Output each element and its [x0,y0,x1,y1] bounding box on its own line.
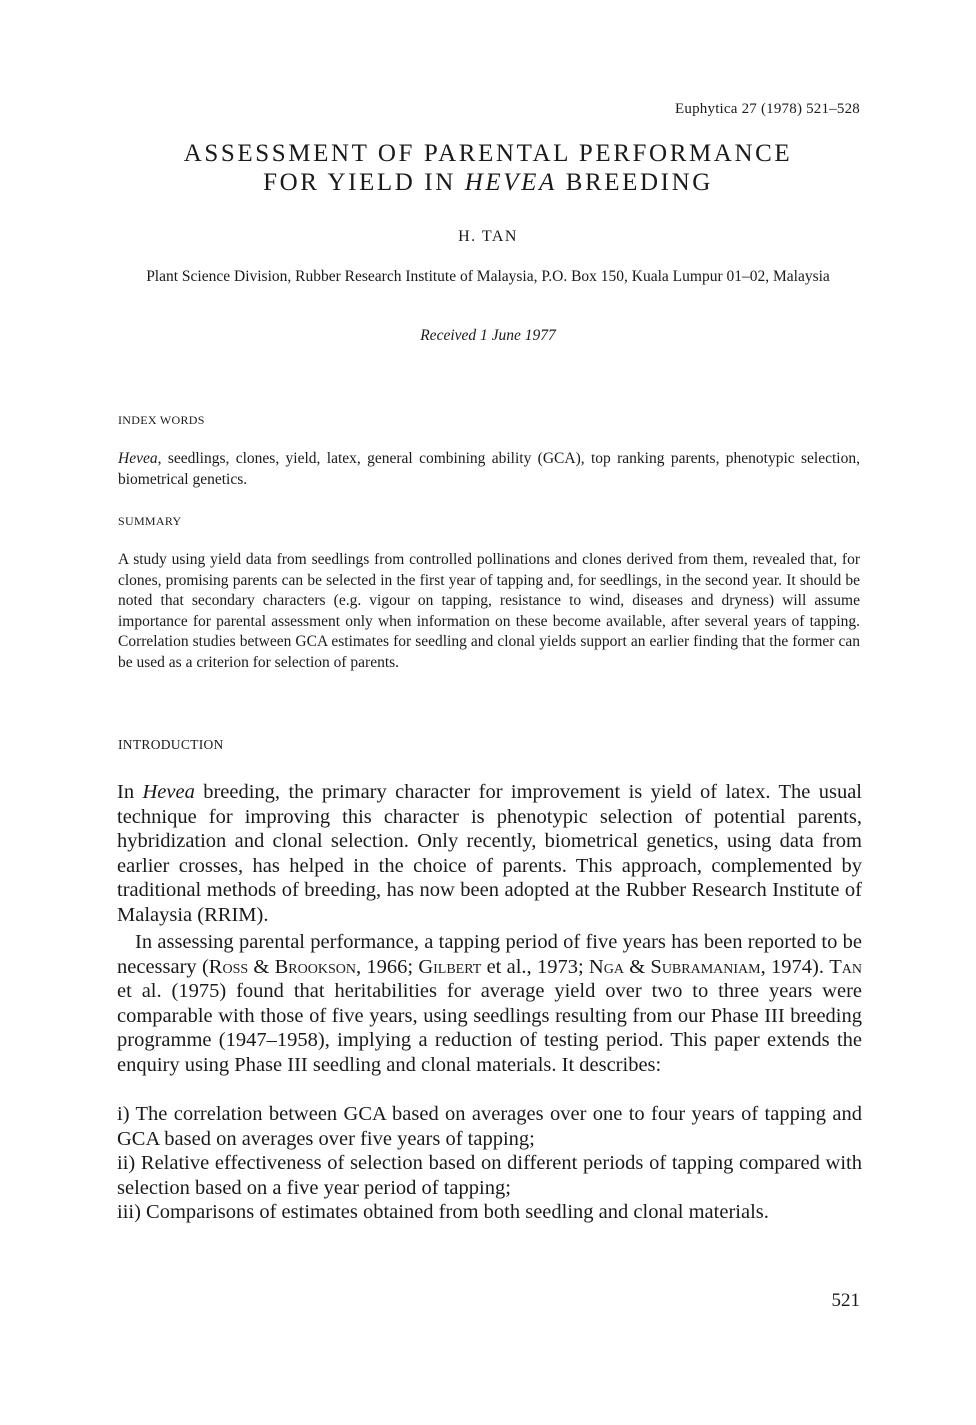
page-number: 521 [831,1290,860,1311]
index-words-genus: Hevea [118,450,158,467]
intro-p2-b: , 1966; [355,955,419,978]
list-item: ii) Relative effectiveness of selection based on different periods of tapping compared with selection based on a five year period of tapping; [117,1152,862,1199]
list-item: i) The correlation between GCA based on averages over one to four years of tapping and GCA based on averages over five years of tapping; [117,1103,862,1150]
intro-p2-c: et al., 1973; [481,955,589,978]
introduction-paragraph-1 [117,780,862,928]
author-name: H. TAN [458,228,518,245]
index-words-list: , seedlings, clones, yield, latex, general combining ability (GCA), top ranking parents, phenotypic selection, biometrical genetics. [118,450,860,488]
title-line-2-post: BREEDING [556,169,713,196]
title-line-2-pre: FOR YIELD IN [263,169,465,196]
intro-p1-genus: Hevea [142,781,195,803]
title-genus: HEVEA [464,169,557,196]
citation-ross-brookson: Ross & Brookson [208,955,356,978]
intro-p1-start: In [117,781,143,803]
summary-text: A study using yield data from seedlings from controlled pollinations and clones derived from them, revealed that, for clones, promising parents can be selected in the first year of tapping and, for seedlings, in the second year. It should be noted that secondary characters (e.g. vigour on tapping, resistance to wind, diseases and dryness) will assume importance for parental assessment only when information on these become available, after several years of tapping. Correlation studies between GCA estimates for seedling and clonal yields support an earlier finding that the former can be used as a criterion for selection of parents. [118,551,860,671]
author-affiliation: Plant Science Division, Rubber Research Institute of Malaysia, P.O. Box 150, Kuala Lumpur 01–02, Malaysia [146,268,830,285]
title-line-2 [0,168,976,197]
paper-title [0,139,976,197]
citation-tan: Tan [829,955,862,978]
index-words-text [118,449,860,490]
introduction-paragraph-2 [117,930,862,1078]
citation-gilbert: Gilbert [418,955,482,978]
title-line-1: ASSESSMENT OF PARENTAL PERFORMANCE [183,140,793,167]
received-date: Received 1 June 1977 [420,327,556,344]
intro-p1-rest: breeding, the primary character for improvement is yield of latex. The usual technique for improving this character is phenotypic selection of potential parents, hybridization and clonal selection. Only recently, biometrical genetics, using data from earlier crosses, has helped in the choice of parents. This approach, complemented by traditional methods of breeding, has now been adopted at the Rubber Research Institute of Malaysia (RRIM). [117,781,862,926]
summary-heading: SUMMARY [118,514,182,528]
intro-p2-e: et al. (1975) found that heritabilities for average yield over two to three years were comparable with those of five years, using seedlings resulting from our Phase III breeding programme (1947–1958), implying a reduction of testing period. This paper extends the enquiry using Phase III seedling and clonal materials. It describes: [117,980,862,1076]
introduction-heading: INTRODUCTION [118,737,224,752]
citation-nga-subramaniam: Nga & Subramaniam [588,955,761,978]
intro-p2-a: In assessing parental performance, a tapping period of five years has been reported to be necessary ( [117,931,862,978]
index-words-heading: INDEX WORDS [118,413,205,427]
list-item: iii) Comparisons of estimates obtained from both seedling and clonal materials. [117,1201,769,1223]
intro-p2-d: , 1974). [760,955,830,978]
journal-reference: Euphytica 27 (1978) 521–528 [675,101,860,117]
